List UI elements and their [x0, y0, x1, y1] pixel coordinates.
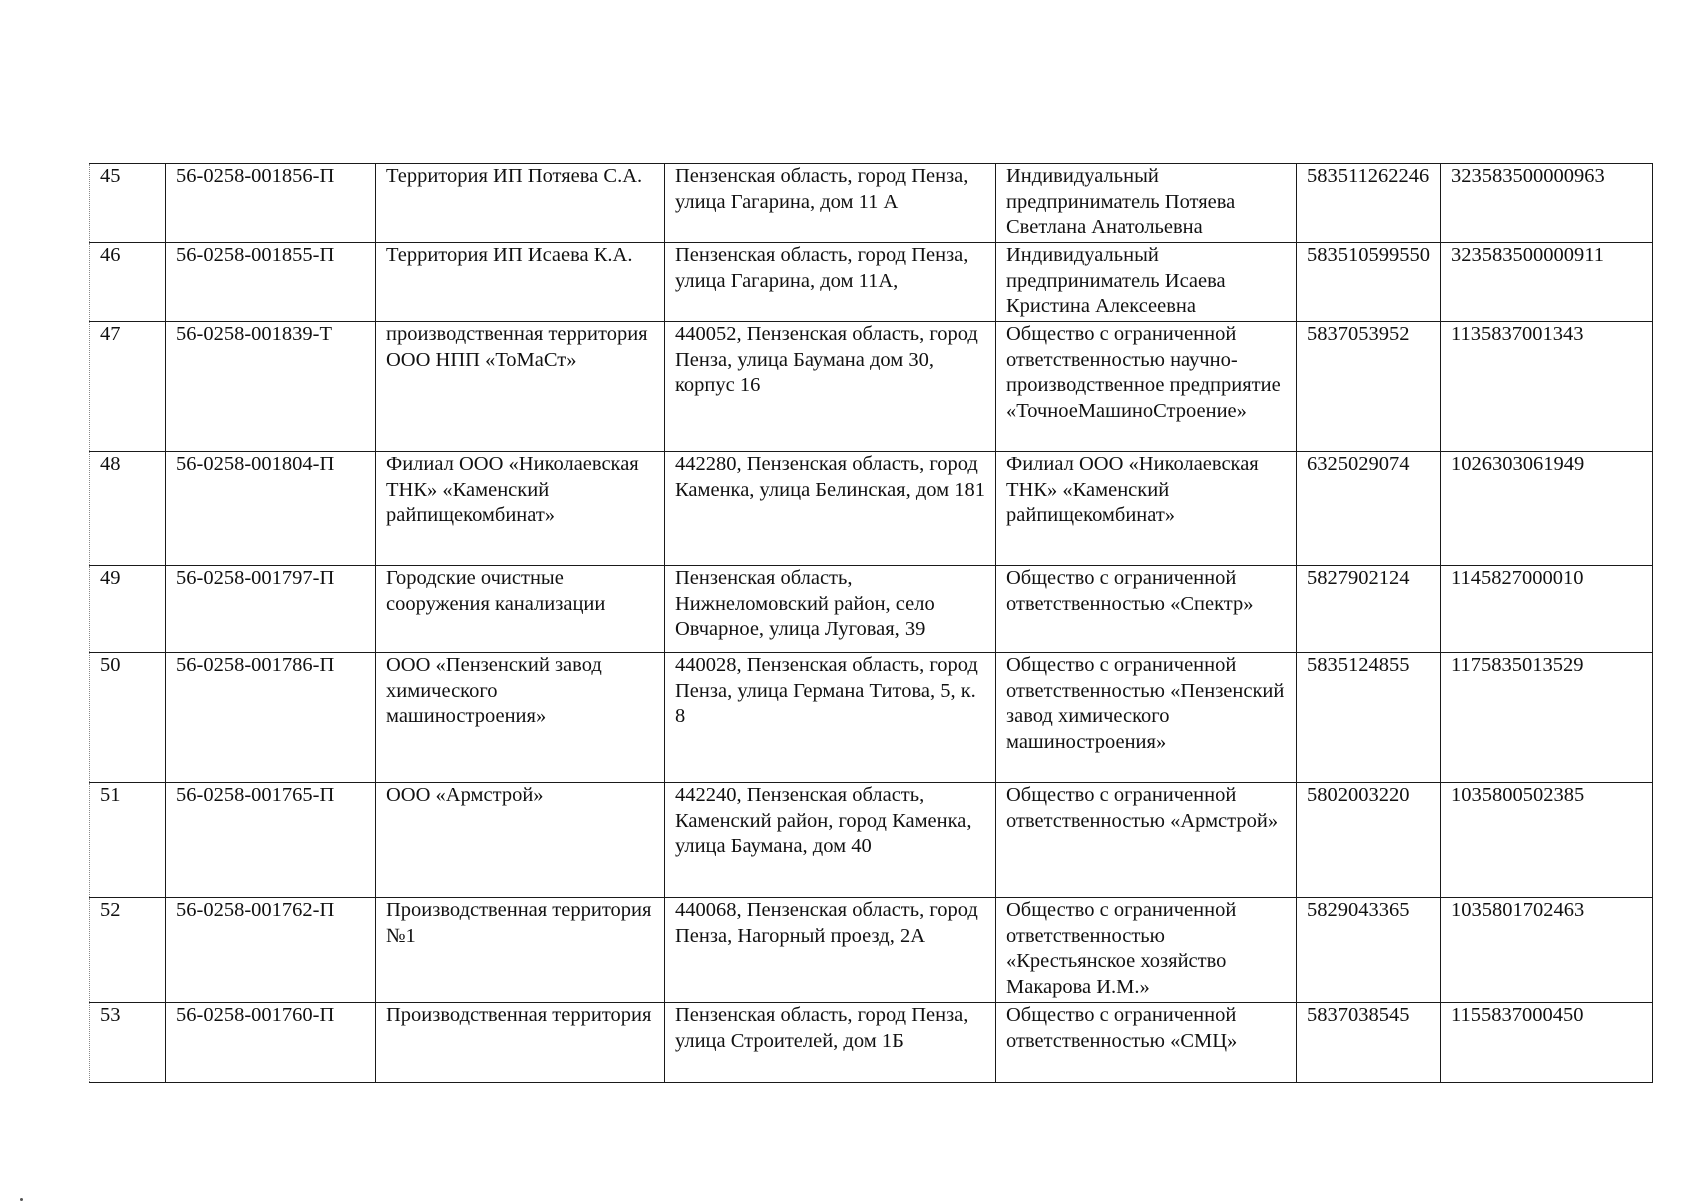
ogrn: 1026303061949	[1441, 452, 1653, 566]
inn: 583510599550	[1297, 243, 1441, 322]
object-address: Пензенская область, город Пенза, улица Строителей, дом 1Б	[665, 1003, 996, 1083]
registration-number: 56-0258-001856-П	[166, 164, 376, 243]
inn: 5827902124	[1297, 566, 1441, 653]
object-address: 440068, Пензенская область, город Пенза, Нагорный проезд, 2А	[665, 898, 996, 1003]
registration-number: 56-0258-001797-П	[166, 566, 376, 653]
registration-number: 56-0258-001855-П	[166, 243, 376, 322]
inn: 5837038545	[1297, 1003, 1441, 1083]
ogrn: 1035801702463	[1441, 898, 1653, 1003]
ogrn: 1175835013529	[1441, 653, 1653, 783]
registration-number: 56-0258-001760-П	[166, 1003, 376, 1083]
operator-name: Филиал ООО «Николаевская ТНК» «Каменский райпищекомбинат»	[996, 452, 1297, 566]
row-number: 50	[90, 653, 166, 783]
registration-number: 56-0258-001762-П	[166, 898, 376, 1003]
table-row	[90, 164, 1653, 243]
inn: 5802003220	[1297, 783, 1441, 898]
ogrn: 1135837001343	[1441, 322, 1653, 452]
object-address: Пензенская область, город Пенза, улица Гагарина, дом 11А,	[665, 243, 996, 322]
inn: 583511262246	[1297, 164, 1441, 243]
inn: 6325029074	[1297, 452, 1441, 566]
inn: 5837053952	[1297, 322, 1441, 452]
object-name: ООО «Пензенский завод химического машиностроения»	[376, 653, 665, 783]
registry-table	[89, 163, 1653, 1083]
table-row	[90, 653, 1653, 783]
operator-name: Общество с ограниченной ответственностью «Спектр»	[996, 566, 1297, 653]
table-row	[90, 322, 1653, 452]
operator-name: Индивидуальный предприниматель Исаева Кристина Алексеевна	[996, 243, 1297, 322]
object-address: Пензенская область, Нижнеломовский район, село Овчарное, улица Луговая, 39	[665, 566, 996, 653]
row-number: 45	[90, 164, 166, 243]
object-name: Территория ИП Потяева С.А.	[376, 164, 665, 243]
operator-name: Индивидуальный предприниматель Потяева Светлана Анатольевна	[996, 164, 1297, 243]
object-address: 440052, Пензенская область, город Пенза, улица Баумана дом 30, корпус 16	[665, 322, 996, 452]
ogrn: 1155837000450	[1441, 1003, 1653, 1083]
operator-name: Общество с ограниченной ответственностью «Пензенский завод химического машиностроения»	[996, 653, 1297, 783]
registration-number: 56-0258-001804-П	[166, 452, 376, 566]
row-number: 53	[90, 1003, 166, 1083]
object-name: ООО «Армстрой»	[376, 783, 665, 898]
row-number: 51	[90, 783, 166, 898]
table-row	[90, 783, 1653, 898]
operator-name: Общество с ограниченной ответственностью «Крестьянское хозяйство Макарова И.М.»	[996, 898, 1297, 1003]
object-name: Городские очистные сооружения канализации	[376, 566, 665, 653]
operator-name: Общество с ограниченной ответственностью «Армстрой»	[996, 783, 1297, 898]
object-name: Производственная территория №1	[376, 898, 665, 1003]
operator-name: Общество с ограниченной ответственностью научно-производственное предприятие «ТочноеМашиноСтроение»	[996, 322, 1297, 452]
table-row	[90, 1003, 1653, 1083]
table-row	[90, 243, 1653, 322]
inn: 5835124855	[1297, 653, 1441, 783]
object-address: Пензенская область, город Пенза, улица Гагарина, дом 11 А	[665, 164, 996, 243]
ogrn: 1035800502385	[1441, 783, 1653, 898]
row-number: 52	[90, 898, 166, 1003]
object-name: Производственная территория	[376, 1003, 665, 1083]
row-number: 49	[90, 566, 166, 653]
registration-number: 56-0258-001765-П	[166, 783, 376, 898]
object-address: 442240, Пензенская область, Каменский район, город Каменка, улица Баумана, дом 40	[665, 783, 996, 898]
object-name: Филиал ООО «Николаевская ТНК» «Каменский райпищекомбинат»	[376, 452, 665, 566]
inn: 5829043365	[1297, 898, 1441, 1003]
object-name: производственная территория ООО НПП «ТоМаСт»	[376, 322, 665, 452]
row-number: 48	[90, 452, 166, 566]
table-row	[90, 898, 1653, 1003]
ogrn: 323583500000911	[1441, 243, 1653, 322]
object-name: Территория ИП Исаева К.А.	[376, 243, 665, 322]
object-address: 442280, Пензенская область, город Каменка, улица Белинская, дом 181	[665, 452, 996, 566]
row-number: 47	[90, 322, 166, 452]
object-address: 440028, Пензенская область, город Пенза, улица Германа Титова, 5, к. 8	[665, 653, 996, 783]
registration-number: 56-0258-001786-П	[166, 653, 376, 783]
table-row	[90, 566, 1653, 653]
ogrn: 323583500000963	[1441, 164, 1653, 243]
row-number: 46	[90, 243, 166, 322]
registration-number: 56-0258-001839-Т	[166, 322, 376, 452]
ogrn: 1145827000010	[1441, 566, 1653, 653]
table-row	[90, 452, 1653, 566]
operator-name: Общество с ограниченной ответственностью «СМЦ»	[996, 1003, 1297, 1083]
